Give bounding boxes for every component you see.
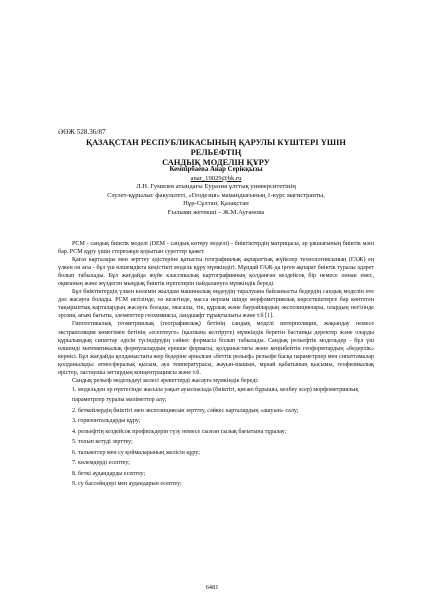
paragraph: Бұл биіктіктердің үлкен көлемін жылдам машиналық өңдеудің таралуына байланысты бедердің сандық моделін өте дәл жасауға болады. РСМ негізінде, өз кезегінде, масса иерлам шінде морфометриялық көрсеткіштерге бар көптеген тақырыптық карталардың жасауға болады, мысалы, тік, құрлық және баурайлардың экспозициялары, олардың негізінде эрозия, ағым бағыты, элементтер геохимиясы, ландшафт тұрақтылығы және т.б [1]. <box>58 289 374 320</box>
title-line: ҚАЗАҚСТАН РЕСПУБЛИКАСЫНЫҢ ҚАРУЛЫ КҮШТЕРІ ҮШІН РЕЛЬЕФТІҢ <box>86 138 346 157</box>
paragraph: Сандық рельеф модельдеуі келесі әрекеттерді жасауға мүмкіндік береді: <box>72 377 259 384</box>
affiliation-line: Нұр-Сұлтан, Қазақстан <box>183 200 249 208</box>
list-item: 7. көлемдерді есептеу; <box>72 460 130 467</box>
affiliation-line: Сәулет-құрылыс факультеті, «Геодезия» мамандығының 1-курс магистранты, <box>107 191 325 199</box>
list-item: 4. рельефтің кездейсок профильдерін түзу немесе сызған сызық бағытына тұралау; <box>72 428 287 435</box>
list-item: 9. су бассейндері мен аудандарын есептеу; <box>72 481 182 488</box>
capabilities-list <box>58 385 374 490</box>
list-item: 8. беткі аудандарды есептеу; <box>72 470 146 477</box>
list-item: 3. горизонтальдарды құру; <box>72 418 141 425</box>
supervisor-line: Ғылыми жетекші – Ж.М.Ауғанова <box>167 208 265 216</box>
body-text <box>58 240 374 490</box>
list-item: 1. модельден әр нүктесінде жасыла уақыт ауыспасыда (биіктігі, қисаю бұрышы, келбеу әсер) морфометриялық параметрлер туралы мәліметтер алу; <box>72 386 359 404</box>
title-line: САНДЫҚ МОДЕЛІН ҚҰРУ <box>162 158 270 167</box>
list-item: 6. тальвеггер мен су қоймаларының желісін құру; <box>72 449 200 456</box>
list-item: 2. беткейлердің биіктігі мен экспозициясын зерттеу, сәйкес карталардың «ашуын» салу; <box>72 407 299 414</box>
page-number: 6481 <box>205 584 219 591</box>
author-block <box>60 166 372 218</box>
paragraph: Қағаз карталары мен зерттеу әдістеріне қатысты географиялық ақпараттық жүйелер технологиясының (ГАЖ) ең үлкен он ағы - бұл үш өлшемдікта кеңістікті модель құру мүмкіндігі. Мұндай ГАЖ-да ірген ақпарат биіктік туралы әдәрет болып табылады. Бұл жағдайда жүйе классикалық картографияның қолданған кездейсоқ бір немесе оннан емес, оқиғаның және жүздеген мыңдық биіктік нүктелерін пайдалануға мүмкіндік береді. <box>58 257 374 288</box>
author-email[interactable]: anar_19029@bk.ru <box>190 174 242 182</box>
list-item: 5. толып кетуді зерттеу; <box>72 439 133 446</box>
paragraph: Гипотетикалық геометриялық (географиялық) бетінің сандық моделі интерполяция, жақындау немесе экстраполяция көмегімен бетінің «есептеуге» (қалпына келтіруге) мүмкіндік беретін бастапқы деректер және оларды құрылымдық сипаттау әдісін түсіндірудің сәйкес формасы болып табылады. Сандық рельефтік модельдер - бұл үш өлшемді математикалық формулалардың ерекше формасы, қолданыстағы және кеңінбейтін геоформтардың «бедерлік» кернісі. Бұл жағдайда қолданыстағы жер бедеріне арналған «беттік рельеф» рельефе басқа параметрлер мен сипаттамалар қолданылады: атмосфералық қысым, ауа температурасы, жауын-шашын, мұнай қабатының қысымы, геофизикалық өрістер, ластаушы заттардың концентрациясы және т.б. <box>58 321 374 376</box>
paper-title <box>60 138 372 168</box>
author-name: Кемпірбаева Анар Серікқызы <box>169 166 263 173</box>
affiliation-line: Л.Н. Гумилев атындағы Еуразия ұлттық университетінің <box>136 183 296 191</box>
udc-code: ӘӨЖ 528.36/87 <box>58 128 106 136</box>
paragraph: РСМ - сандық биіктік моделі (DEM - сандық көтеру моделі) - биіктіктердің матрицасы, әр ұяшығының биіктік мәні бар. РСМ құру үшін стереожұп қорытын суреттер қажет. <box>58 241 374 256</box>
